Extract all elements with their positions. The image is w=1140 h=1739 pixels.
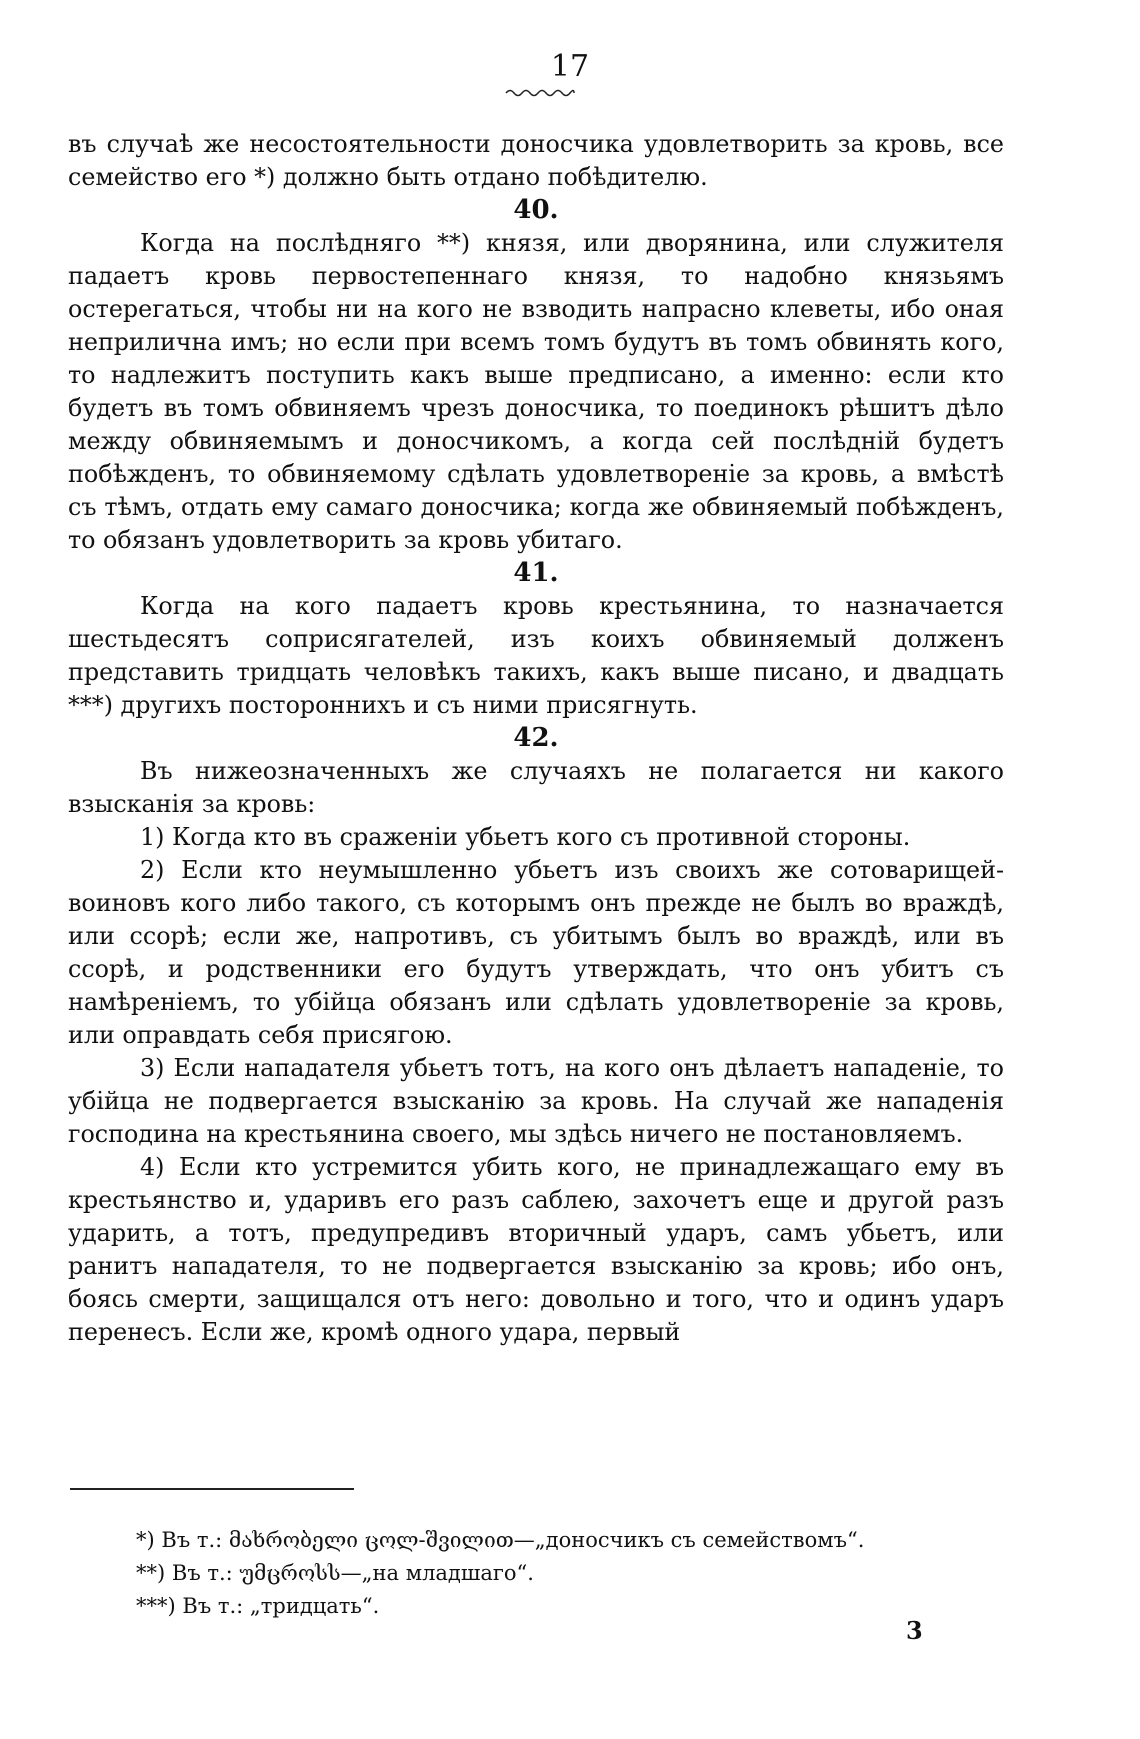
intro-paragraph: въ случаѣ же несостоятельности доносчика удовлетворить за кровь, все семейство его *) должно быть отдано побѣдителю. — [68, 130, 1004, 191]
main-text — [68, 128, 1004, 1349]
footnote-mark: **) — [136, 1561, 166, 1585]
footnote-mark: *) — [136, 1528, 155, 1552]
signature-mark: 3 — [906, 1616, 923, 1645]
section-40-paragraph: Когда на послѣдняго **) князя, или дворянина, или служителя падаетъ кровь первостепеннаго князя, то надобно князьямъ остерегаться, чтобы ни на кого не взводить напрасно клеветы, ибо оная неприлична имъ; но если при всемъ томъ будутъ въ томъ обвинять кого, то надлежитъ поступить какъ выше предписано, а именно: если кто будетъ въ томъ обвиняемъ чрезъ доносчика, то поединокъ рѣшитъ дѣло между обвиняемымъ и доносчикомъ, а когда сей послѣднiй будетъ побѣжденъ, то обвиняемому сдѣлать удовлетворенiе за кровь, а вмѣстѣ съ тѣмъ, отдать ему самаго доносчика; когда же обвиняемый побѣжденъ, то обязанъ удовлетворить за кровь убитаго. — [68, 229, 1004, 554]
footnote-divider — [70, 1488, 354, 1490]
footnote — [136, 1557, 996, 1590]
section-heading-41: 41. — [513, 558, 559, 588]
page-number: 17 — [550, 49, 590, 84]
section-42-item-1: 1) Когда кто въ сраженiи убьетъ кого съ противной стороны. — [140, 823, 911, 851]
footnote-text: Въ т.: მახრობელი ცოლ-შვილით—„доносчикъ съ семействомъ“. — [161, 1528, 865, 1552]
section-41-paragraph: Когда на кого падаетъ кровь крестьянина, то назначается шестьдесятъ соприсягателей, изъ коихъ обвиняемый долженъ представить тридцать человѣкъ такихъ, какъ выше писано, и двадцать ***) другихъ постороннихъ и съ ними присягнуть. — [68, 592, 1004, 719]
page-number-ornament — [504, 88, 576, 98]
footnotes — [136, 1524, 996, 1623]
footnote — [136, 1590, 996, 1623]
section-heading-40: 40. — [513, 195, 559, 225]
footnote-text: Въ т.: „тридцать“. — [182, 1594, 380, 1618]
section-42-item-2: 2) Если кто неумышленно убьетъ изъ своихъ же сотоварищей-воиновъ кого либо такого, съ которымъ онъ прежде не былъ во враждѣ, или ссорѣ; если же, напротивъ, съ убитымъ былъ во враждѣ, или въ ссорѣ, и родственники его будутъ утверждать, что онъ убитъ съ намѣренiемъ, то убiйца обязанъ или сдѣлать удовлетворенiе за кровь, или оправдать себя присягою. — [68, 856, 1004, 1049]
section-42-paragraph: Въ нижеозначенныхъ же случаяхъ не полагается ни какого взысканiя за кровь: — [68, 757, 1004, 818]
section-42-item-3: 3) Если нападателя убьетъ тотъ, на кого онъ дѣлаетъ нападенiе, то убiйца не подвергается взысканiю за кровь. На случай же нападенiя господина на крестьянина своего, мы здѣсь ничего не постановляемъ. — [68, 1054, 1004, 1148]
section-42-item-4: 4) Если кто устремится убить кого, не принадлежащаго ему въ крестьянство и, ударивъ его разъ саблею, захочетъ еще и другой разъ ударить, а тотъ, предупредивъ вторичный ударъ, самъ убьетъ, или ранитъ нападателя, то не подвергается взысканiю за кровь; ибо онъ, боясь смерти, защищался отъ него: довольно и того, что и одинъ ударъ перенесъ. Если же, кромѣ одного удара, первый — [68, 1153, 1004, 1346]
footnote-mark: ***) — [136, 1594, 176, 1618]
section-heading-42: 42. — [513, 723, 559, 753]
footnote — [136, 1524, 996, 1557]
footnote-text: Въ т.: უმცროსს—„на младшаго“. — [171, 1561, 534, 1585]
